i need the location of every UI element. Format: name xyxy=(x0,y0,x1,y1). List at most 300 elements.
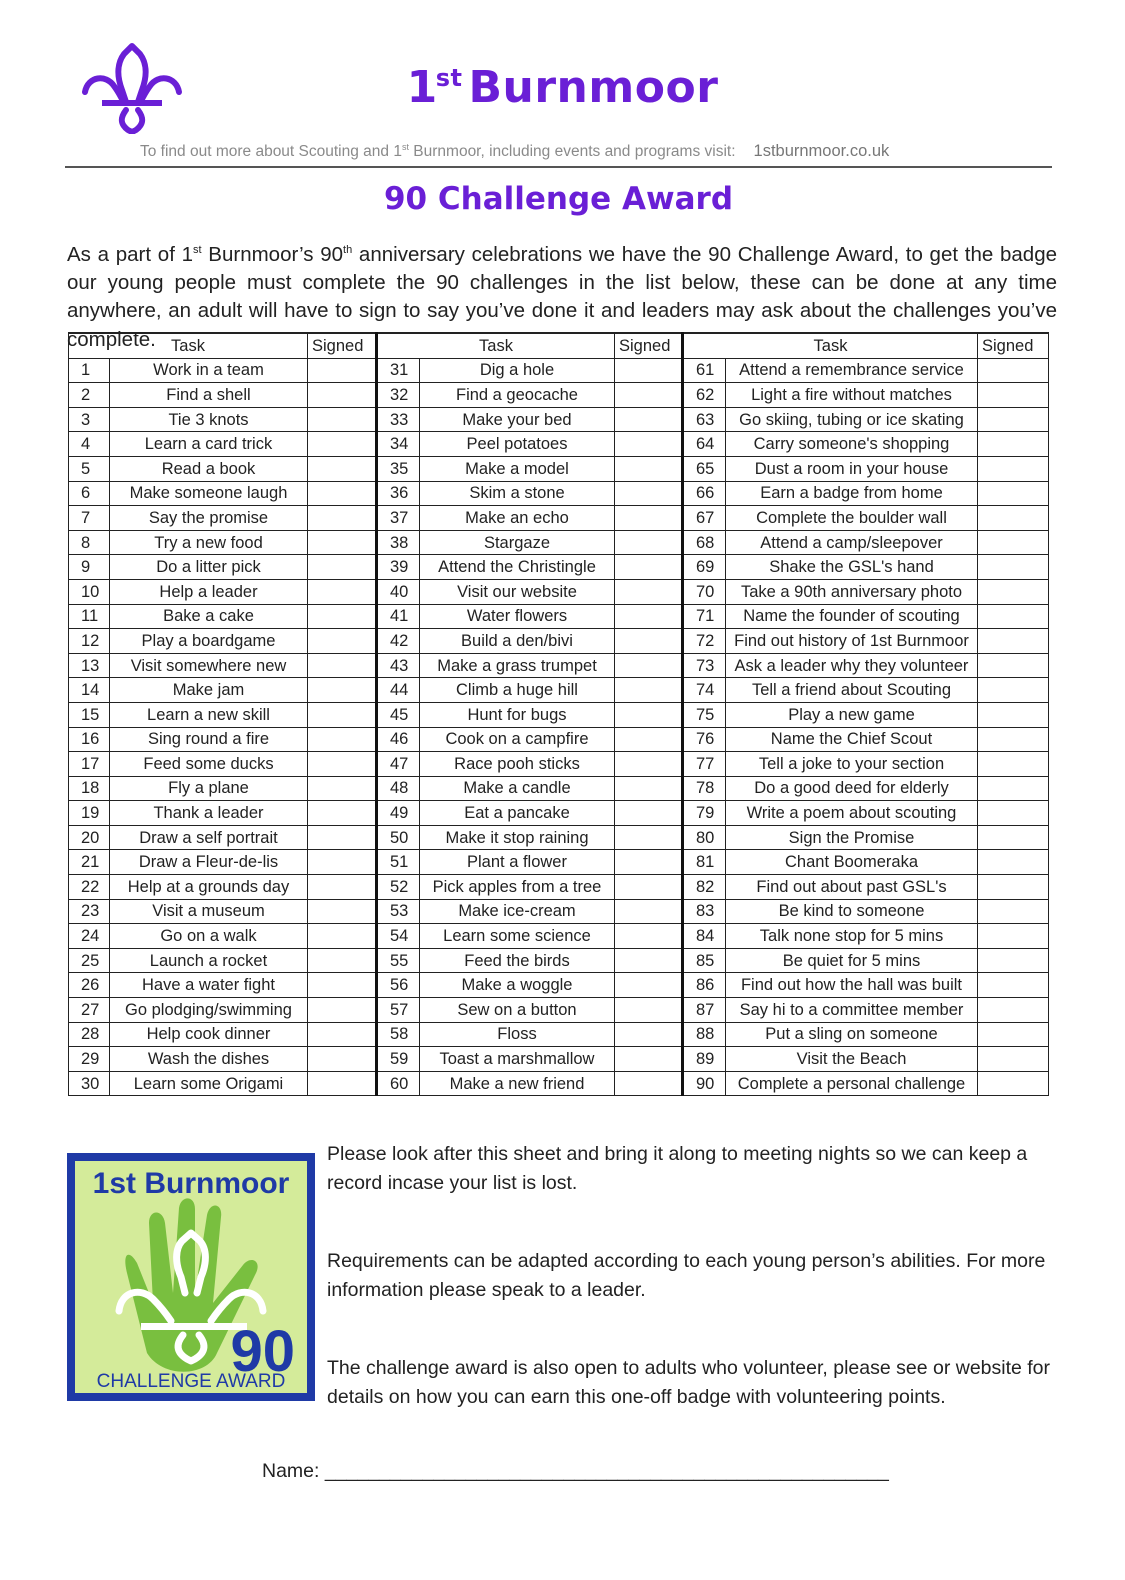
task-name: Say the promise xyxy=(110,506,308,531)
signed-cell[interactable] xyxy=(615,407,683,432)
challenge-award-badge-icon xyxy=(67,1153,315,1401)
signed-cell[interactable] xyxy=(615,629,683,654)
task-number: 78 xyxy=(683,776,726,801)
task-number: 79 xyxy=(683,801,726,826)
task-name: Dust a room in your house xyxy=(726,456,978,481)
task-number: 40 xyxy=(377,579,420,604)
signed-cell[interactable] xyxy=(978,973,1049,998)
task-number: 63 xyxy=(683,407,726,432)
task-name: Attend a camp/sleepover xyxy=(726,530,978,555)
signed-cell[interactable] xyxy=(978,1047,1049,1072)
signed-cell[interactable] xyxy=(615,432,683,457)
signed-cell[interactable] xyxy=(978,653,1049,678)
task-number: 61 xyxy=(683,358,726,383)
notes-section xyxy=(327,1140,1052,1411)
task-name: Complete the boulder wall xyxy=(726,506,978,531)
signed-cell[interactable] xyxy=(978,383,1049,408)
signed-cell[interactable] xyxy=(308,579,377,604)
signed-cell[interactable] xyxy=(308,678,377,703)
signed-cell[interactable] xyxy=(978,899,1049,924)
task-number: 13 xyxy=(69,653,110,678)
task-name: Write a poem about scouting xyxy=(726,801,978,826)
signed-cell[interactable] xyxy=(978,432,1049,457)
signed-cell[interactable] xyxy=(308,358,377,383)
intro-paragraph: As a part of 1st Burnmoor’s 90th anniversary celebrations we have the 90 Challenge Award, to get the badge our young people must complete the 90 challenges in the list below, these can be done at any time anywhere, an adult will have to sign to say you’ve done it and leaders may ask about the challenges you’ve complete. xyxy=(67,242,1057,351)
signed-cell[interactable] xyxy=(308,407,377,432)
task-number: 88 xyxy=(683,1022,726,1047)
task-number: 3 xyxy=(69,407,110,432)
signed-cell[interactable] xyxy=(978,481,1049,506)
signed-cell[interactable] xyxy=(978,555,1049,580)
signed-cell[interactable] xyxy=(978,727,1049,752)
task-name: Draw a self portrait xyxy=(110,825,308,850)
task-number: 74 xyxy=(683,678,726,703)
signed-cell[interactable] xyxy=(978,579,1049,604)
table-row xyxy=(69,1022,1049,1047)
name-label: Name: xyxy=(262,1460,320,1482)
task-name: Make a candle xyxy=(420,776,615,801)
table-row xyxy=(69,432,1049,457)
task-number: 51 xyxy=(377,850,420,875)
page-title: 90 Challenge Award xyxy=(383,181,734,217)
table-row xyxy=(69,579,1049,604)
task-number: 44 xyxy=(377,678,420,703)
task-name: Feed the birds xyxy=(420,948,615,973)
task-number: 1 xyxy=(69,358,110,383)
signed-cell[interactable] xyxy=(615,579,683,604)
task-number: 21 xyxy=(69,850,110,875)
task-name: Visit our website xyxy=(420,579,615,604)
task-name: Earn a badge from home xyxy=(726,481,978,506)
signed-cell[interactable] xyxy=(615,924,683,949)
signed-cell[interactable] xyxy=(615,850,683,875)
task-name: Stargaze xyxy=(420,530,615,555)
task-number: 15 xyxy=(69,702,110,727)
table-row xyxy=(69,801,1049,826)
task-name: Race pooh sticks xyxy=(420,752,615,777)
column-header-task: Task xyxy=(683,333,978,358)
task-number: 45 xyxy=(377,702,420,727)
task-number: 26 xyxy=(69,973,110,998)
signed-cell[interactable] xyxy=(308,432,377,457)
table-header-row xyxy=(69,333,1049,358)
task-number: 33 xyxy=(377,407,420,432)
signed-cell[interactable] xyxy=(615,530,683,555)
task-number: 29 xyxy=(69,1047,110,1072)
task-name: Draw a Fleur-de-lis xyxy=(110,850,308,875)
signed-cell[interactable] xyxy=(978,752,1049,777)
task-name: Try a new food xyxy=(110,530,308,555)
task-number: 5 xyxy=(69,456,110,481)
task-number: 57 xyxy=(377,998,420,1023)
signed-cell[interactable] xyxy=(308,752,377,777)
table-row xyxy=(69,629,1049,654)
column-header-task: Task xyxy=(377,333,615,358)
task-name: Name the Chief Scout xyxy=(726,727,978,752)
task-name: Be quiet for 5 mins xyxy=(726,948,978,973)
task-name: Go on a walk xyxy=(110,924,308,949)
signed-cell[interactable] xyxy=(308,1022,377,1047)
task-name: Carry someone's shopping xyxy=(726,432,978,457)
column-header-task: Task xyxy=(69,333,308,358)
task-number: 19 xyxy=(69,801,110,826)
task-name: Learn a card trick xyxy=(110,432,308,457)
website-link[interactable]: 1stburnmoor.co.uk xyxy=(753,142,890,161)
info-line: To find out more about Scouting and 1st Burnmoor, including events and programs visit: 1stburnmoor.co.uk xyxy=(140,142,890,161)
signed-cell[interactable] xyxy=(615,702,683,727)
task-number: 4 xyxy=(69,432,110,457)
signed-cell[interactable] xyxy=(615,899,683,924)
table-row xyxy=(69,973,1049,998)
task-name: Play a new game xyxy=(726,702,978,727)
task-number: 72 xyxy=(683,629,726,654)
task-name: Eat a pancake xyxy=(420,801,615,826)
task-name: Make jam xyxy=(110,678,308,703)
task-number: 75 xyxy=(683,702,726,727)
task-name: Light a fire without matches xyxy=(726,383,978,408)
task-number: 85 xyxy=(683,948,726,973)
signed-cell[interactable] xyxy=(615,506,683,531)
task-number: 50 xyxy=(377,825,420,850)
task-number: 46 xyxy=(377,727,420,752)
task-name: Build a den/bivi xyxy=(420,629,615,654)
table-row xyxy=(69,924,1049,949)
task-name: Pick apples from a tree xyxy=(420,875,615,900)
signed-cell[interactable] xyxy=(308,481,377,506)
signed-cell[interactable] xyxy=(978,948,1049,973)
signed-cell[interactable] xyxy=(308,530,377,555)
task-number: 47 xyxy=(377,752,420,777)
task-number: 62 xyxy=(683,383,726,408)
signed-cell[interactable] xyxy=(615,801,683,826)
signed-cell[interactable] xyxy=(978,776,1049,801)
task-number: 18 xyxy=(69,776,110,801)
table-row xyxy=(69,481,1049,506)
signed-cell[interactable] xyxy=(978,407,1049,432)
task-number: 43 xyxy=(377,653,420,678)
table-row xyxy=(69,875,1049,900)
challenge-table xyxy=(68,332,1049,1096)
note-paragraph: Requirements can be adapted according to each young person’s abilities. For more information please speak to a leader. xyxy=(327,1250,1046,1301)
signed-cell[interactable] xyxy=(308,727,377,752)
signed-cell[interactable] xyxy=(308,629,377,654)
task-number: 80 xyxy=(683,825,726,850)
table-row xyxy=(69,604,1049,629)
badge-title: 1st Burnmoor xyxy=(92,1167,290,1200)
task-name: Tell a friend about Scouting xyxy=(726,678,978,703)
signed-cell[interactable] xyxy=(308,850,377,875)
signed-cell[interactable] xyxy=(615,383,683,408)
signed-cell[interactable] xyxy=(308,383,377,408)
table-row xyxy=(69,1047,1049,1072)
task-name: Climb a huge hill xyxy=(420,678,615,703)
signed-cell[interactable] xyxy=(978,456,1049,481)
task-name: Water flowers xyxy=(420,604,615,629)
task-number: 25 xyxy=(69,948,110,973)
signed-cell[interactable] xyxy=(308,998,377,1023)
task-number: 60 xyxy=(377,1071,420,1096)
signed-cell[interactable] xyxy=(615,604,683,629)
task-number: 90 xyxy=(683,1071,726,1096)
task-name: Thank a leader xyxy=(110,801,308,826)
task-name: Make a model xyxy=(420,456,615,481)
task-number: 64 xyxy=(683,432,726,457)
signed-cell[interactable] xyxy=(978,678,1049,703)
task-number: 24 xyxy=(69,924,110,949)
signed-cell[interactable] xyxy=(308,899,377,924)
task-number: 12 xyxy=(69,629,110,654)
signed-cell[interactable] xyxy=(308,506,377,531)
task-number: 82 xyxy=(683,875,726,900)
signed-cell[interactable] xyxy=(308,604,377,629)
task-number: 59 xyxy=(377,1047,420,1072)
task-name: Toast a marshmallow xyxy=(420,1047,615,1072)
task-name: Visit the Beach xyxy=(726,1047,978,1072)
table-row xyxy=(69,383,1049,408)
task-number: 32 xyxy=(377,383,420,408)
brand-title: 1st Burnmoor xyxy=(406,62,719,113)
table-row xyxy=(69,456,1049,481)
task-name: Make someone laugh xyxy=(110,481,308,506)
task-number: 89 xyxy=(683,1047,726,1072)
task-number: 55 xyxy=(377,948,420,973)
task-number: 77 xyxy=(683,752,726,777)
signed-cell[interactable] xyxy=(308,776,377,801)
task-name: Complete a personal challenge xyxy=(726,1071,978,1096)
task-name: Play a boardgame xyxy=(110,629,308,654)
signed-cell[interactable] xyxy=(308,1071,377,1096)
signed-cell[interactable] xyxy=(978,604,1049,629)
task-number: 20 xyxy=(69,825,110,850)
task-name: Go plodging/swimming xyxy=(110,998,308,1023)
signed-cell[interactable] xyxy=(615,678,683,703)
task-number: 68 xyxy=(683,530,726,555)
signed-cell[interactable] xyxy=(978,998,1049,1023)
task-name: Tie 3 knots xyxy=(110,407,308,432)
task-number: 34 xyxy=(377,432,420,457)
task-name: Sing round a fire xyxy=(110,727,308,752)
task-number: 37 xyxy=(377,506,420,531)
task-number: 48 xyxy=(377,776,420,801)
signed-cell[interactable] xyxy=(978,629,1049,654)
signed-cell[interactable] xyxy=(308,702,377,727)
table-row xyxy=(69,727,1049,752)
task-name: Make a grass trumpet xyxy=(420,653,615,678)
task-number: 65 xyxy=(683,456,726,481)
note-paragraph: Please look after this sheet and bring it along to meeting nights so we can keep a record incase your list is lost. xyxy=(327,1143,1028,1194)
task-name: Skim a stone xyxy=(420,481,615,506)
task-name: Help at a grounds day xyxy=(110,875,308,900)
signed-cell[interactable] xyxy=(615,481,683,506)
task-name: Chant Boomeraka xyxy=(726,850,978,875)
table-row xyxy=(69,948,1049,973)
task-number: 53 xyxy=(377,899,420,924)
name-blank[interactable]: ____________________________________________________ xyxy=(324,1460,889,1482)
task-name: Do a good deed for elderly xyxy=(726,776,978,801)
signed-cell[interactable] xyxy=(615,752,683,777)
task-name: Learn a new skill xyxy=(110,702,308,727)
task-number: 42 xyxy=(377,629,420,654)
signed-cell[interactable] xyxy=(978,530,1049,555)
signed-cell[interactable] xyxy=(615,1022,683,1047)
task-name: Find out how the hall was built xyxy=(726,973,978,998)
task-number: 30 xyxy=(69,1071,110,1096)
task-number: 10 xyxy=(69,579,110,604)
signed-cell[interactable] xyxy=(978,801,1049,826)
table-row xyxy=(69,555,1049,580)
signed-cell[interactable] xyxy=(615,653,683,678)
task-number: 56 xyxy=(377,973,420,998)
task-number: 38 xyxy=(377,530,420,555)
task-name: Help cook dinner xyxy=(110,1022,308,1047)
task-number: 36 xyxy=(377,481,420,506)
task-name: Bake a cake xyxy=(110,604,308,629)
table-row xyxy=(69,752,1049,777)
task-number: 17 xyxy=(69,752,110,777)
note-paragraph: The challenge award is also open to adults who volunteer, please see or website for details on how you can earn this one-off badge with volunteering points. xyxy=(327,1357,1051,1408)
task-name: Plant a flower xyxy=(420,850,615,875)
signed-cell[interactable] xyxy=(308,555,377,580)
signed-cell[interactable] xyxy=(615,555,683,580)
signed-cell[interactable] xyxy=(615,456,683,481)
task-name: Help a leader xyxy=(110,579,308,604)
signed-cell[interactable] xyxy=(308,924,377,949)
signed-cell[interactable] xyxy=(978,825,1049,850)
signed-cell[interactable] xyxy=(308,825,377,850)
signed-cell[interactable] xyxy=(615,1071,683,1096)
task-number: 2 xyxy=(69,383,110,408)
signed-cell[interactable] xyxy=(615,1047,683,1072)
signed-cell[interactable] xyxy=(978,506,1049,531)
signed-cell[interactable] xyxy=(308,875,377,900)
task-name: Floss xyxy=(420,1022,615,1047)
signed-cell[interactable] xyxy=(978,358,1049,383)
task-name: Say hi to a committee member xyxy=(726,998,978,1023)
task-name: Make a woggle xyxy=(420,973,615,998)
task-number: 70 xyxy=(683,579,726,604)
task-name: Tell a joke to your section xyxy=(726,752,978,777)
task-name: Work in a team xyxy=(110,358,308,383)
task-number: 14 xyxy=(69,678,110,703)
task-name: Attend a remembrance service xyxy=(726,358,978,383)
task-name: Shake the GSL's hand xyxy=(726,555,978,580)
badge-number: 90 xyxy=(230,1319,295,1384)
task-number: 87 xyxy=(683,998,726,1023)
task-name: Do a litter pick xyxy=(110,555,308,580)
signed-cell[interactable] xyxy=(615,998,683,1023)
task-name: Cook on a campfire xyxy=(420,727,615,752)
signed-cell[interactable] xyxy=(978,875,1049,900)
task-name: Take a 90th anniversary photo xyxy=(726,579,978,604)
task-name: Have a water fight xyxy=(110,973,308,998)
table-row xyxy=(69,702,1049,727)
signed-cell[interactable] xyxy=(308,456,377,481)
task-name: Hunt for bugs xyxy=(420,702,615,727)
table-row xyxy=(69,776,1049,801)
task-name: Feed some ducks xyxy=(110,752,308,777)
task-name: Learn some Origami xyxy=(110,1071,308,1096)
task-number: 35 xyxy=(377,456,420,481)
task-number: 86 xyxy=(683,973,726,998)
signed-cell[interactable] xyxy=(308,1047,377,1072)
task-number: 66 xyxy=(683,481,726,506)
task-number: 69 xyxy=(683,555,726,580)
task-number: 27 xyxy=(69,998,110,1023)
task-name: Read a book xyxy=(110,456,308,481)
task-name: Learn some science xyxy=(420,924,615,949)
task-name: Launch a rocket xyxy=(110,948,308,973)
header-divider xyxy=(65,166,1052,168)
task-number: 67 xyxy=(683,506,726,531)
task-name: Find a geocache xyxy=(420,383,615,408)
signed-cell[interactable] xyxy=(615,948,683,973)
table-row xyxy=(69,678,1049,703)
signed-cell[interactable] xyxy=(308,973,377,998)
task-number: 23 xyxy=(69,899,110,924)
task-number: 84 xyxy=(683,924,726,949)
signed-cell[interactable] xyxy=(615,825,683,850)
table-row xyxy=(69,1071,1049,1096)
task-number: 81 xyxy=(683,850,726,875)
badge-subtitle: CHALLENGE AWARD xyxy=(96,1371,286,1392)
table-row xyxy=(69,358,1049,383)
task-number: 6 xyxy=(69,481,110,506)
task-number: 71 xyxy=(683,604,726,629)
task-name: Be kind to someone xyxy=(726,899,978,924)
task-number: 54 xyxy=(377,924,420,949)
table-row xyxy=(69,825,1049,850)
task-name: Make a new friend xyxy=(420,1071,615,1096)
signed-cell[interactable] xyxy=(978,924,1049,949)
signed-cell[interactable] xyxy=(978,850,1049,875)
task-name: Wash the dishes xyxy=(110,1047,308,1072)
task-name: Find out history of 1st Burnmoor xyxy=(726,629,978,654)
signed-cell[interactable] xyxy=(615,875,683,900)
task-number: 8 xyxy=(69,530,110,555)
task-name: Make an echo xyxy=(420,506,615,531)
task-number: 7 xyxy=(69,506,110,531)
name-field[interactable] xyxy=(262,1460,889,1483)
signed-cell[interactable] xyxy=(615,776,683,801)
task-number: 76 xyxy=(683,727,726,752)
signed-cell[interactable] xyxy=(308,801,377,826)
signed-cell[interactable] xyxy=(978,702,1049,727)
table-row xyxy=(69,530,1049,555)
signed-cell[interactable] xyxy=(615,727,683,752)
signed-cell[interactable] xyxy=(615,358,683,383)
task-name: Make ice-cream xyxy=(420,899,615,924)
task-number: 16 xyxy=(69,727,110,752)
task-number: 9 xyxy=(69,555,110,580)
task-name: Find a shell xyxy=(110,383,308,408)
task-name: Talk none stop for 5 mins xyxy=(726,924,978,949)
task-name: Put a sling on someone xyxy=(726,1022,978,1047)
signed-cell[interactable] xyxy=(978,1071,1049,1096)
task-name: Go skiing, tubing or ice skating xyxy=(726,407,978,432)
table-row xyxy=(69,506,1049,531)
table-row xyxy=(69,899,1049,924)
task-number: 31 xyxy=(377,358,420,383)
task-number: 52 xyxy=(377,875,420,900)
signed-cell[interactable] xyxy=(308,653,377,678)
task-number: 83 xyxy=(683,899,726,924)
signed-cell[interactable] xyxy=(615,973,683,998)
column-header-signed: Signed xyxy=(615,333,683,358)
signed-cell[interactable] xyxy=(308,948,377,973)
signed-cell[interactable] xyxy=(978,1022,1049,1047)
task-name: Make it stop raining xyxy=(420,825,615,850)
task-number: 28 xyxy=(69,1022,110,1047)
